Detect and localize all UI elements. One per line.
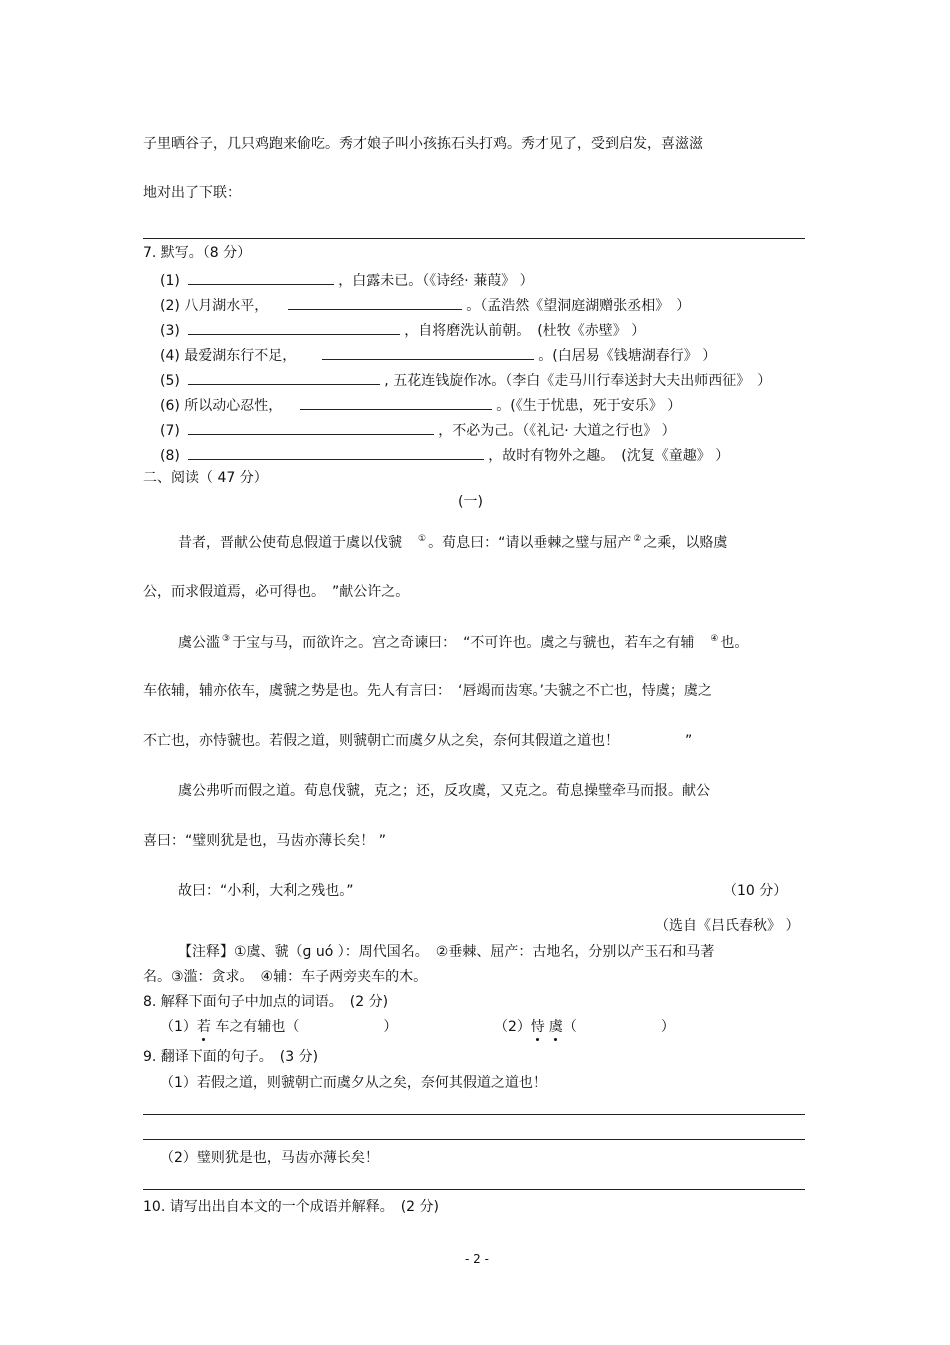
- item-number: (1): [160, 273, 180, 289]
- passage-line: 车依辅，辅亦依车，虞虢之势是也。先人有言曰： ‘唇竭而齿寒。’夫虢之不亡也，恃虞；虞之: [143, 683, 712, 699]
- fill-blank[interactable]: [288, 297, 462, 310]
- item-number: (6): [160, 398, 180, 414]
- fill-blank[interactable]: [188, 447, 484, 460]
- item-text: 所以动心忍性，: [184, 398, 283, 414]
- answer-line: [143, 238, 805, 239]
- page-number: - 2 -: [465, 1252, 489, 1266]
- source: （选自《吕氏春秋》 ）: [655, 918, 800, 934]
- q7-item-7: [160, 422, 676, 438]
- item-number: (2): [160, 298, 180, 314]
- passage-line: 故曰：“小利，大利之残也。”: [178, 883, 354, 899]
- passage-line: 昔者，晋献公使荀息假道于虞以伐虢 ① 。荀息曰：“请以垂棘之璧与屈产 ② 之乘，以赂虞: [178, 534, 728, 551]
- item-number: (5): [160, 373, 180, 389]
- note-line: 名。③滥：贪求。 ④辅：车子两旁夹车的木。: [143, 969, 428, 985]
- item-text: 。(《生于忧患，死于安乐》 ）: [496, 398, 682, 414]
- q7-item-8: [160, 447, 729, 463]
- answer-line: [143, 1114, 805, 1115]
- q9-sentence-1: （1）若假之道，则虢朝亡而虞夕从之矣，奈何其假道之道也！: [160, 1075, 547, 1091]
- item-number: (3): [160, 323, 180, 339]
- score: （10 分）: [723, 883, 788, 899]
- q9-sentence-2: （2）璧则犹是也，马齿亦薄长矣！: [160, 1150, 379, 1166]
- intro-line-1: 子里晒谷子，几只鸡跑来偷吃。秀才娘子叫小孩拣石头打鸡。秀才见了，受到启发，喜滋滋: [143, 136, 703, 152]
- item-number: (4): [160, 348, 180, 364]
- passage-line: 虞公滥 ③ 于宝与马，而欲许之。宫之奇谏曰： “不可许也。虞之与虢也，若车之有辅 ④ 也。: [178, 634, 749, 651]
- q7-title: 7. 默写。（8 分）: [143, 245, 252, 261]
- item-text: 八月湖水平，: [184, 298, 269, 314]
- item-text: ，故时有物外之趣。 (沈复《童趣》 ）: [488, 448, 730, 464]
- item-text: ，白露未已。（《诗经· 蒹葭》 ）: [338, 273, 534, 289]
- answer-line: [143, 1139, 805, 1140]
- item-text: ，不必为己。（《礼记· 大道之行也》 ）: [438, 423, 676, 439]
- q7-item-4: [160, 347, 716, 363]
- item-number: (8): [160, 448, 180, 464]
- passage-line: 喜曰：“璧则犹是也，马齿亦薄长矣！ ”: [143, 833, 386, 849]
- fill-blank[interactable]: [322, 347, 534, 360]
- q8-sub-2: （2）恃 虞（ ）: [494, 1019, 675, 1035]
- q7-item-3: [160, 322, 645, 338]
- q8-title: 8. 解释下面句子中加点的词语。 (2 分): [143, 994, 389, 1010]
- fill-blank[interactable]: [188, 422, 434, 435]
- passage-line: 公，而求假道焉，必可得也。 ”献公许之。: [143, 584, 410, 600]
- q7-item-6: [160, 397, 681, 413]
- item-text: 最爱湖东行不足，: [184, 348, 297, 364]
- intro-line-2: 地对出了下联：: [143, 185, 241, 201]
- answer-line: [143, 1189, 805, 1190]
- note-line: 【注释】①虞、虢（ɡ uó ）：周代国名。 ②垂棘、屈产：古地名，分别以产玉石和马著: [178, 944, 715, 960]
- fill-blank[interactable]: [188, 272, 334, 285]
- fill-blank[interactable]: [300, 397, 492, 410]
- q10-title: 10. 请写出出自本文的一个成语并解释。 (2 分): [143, 1199, 439, 1215]
- q9-title: 9. 翻译下面的句子。 (3 分): [143, 1049, 319, 1065]
- item-text: 。(白居易《钱塘湖春行》 ）: [538, 348, 717, 364]
- item-text: ，自将磨洗认前朝。 (杜牧《赤壁》 ）: [404, 323, 646, 339]
- q7-item-5: [160, 372, 771, 388]
- q7-item-1: [160, 272, 534, 288]
- passage-line: 虞公弗听而假之道。荀息伐虢，克之；还，反攻虞，又克之。荀息操璧牵马而报。献公: [178, 783, 710, 799]
- section-title: 二、阅读（ 47 分）: [143, 470, 268, 486]
- q7-item-2: [160, 297, 690, 313]
- passage-number: (一): [458, 494, 483, 510]
- fill-blank[interactable]: [188, 372, 380, 385]
- item-text: 。（孟浩然《望洞庭湖赠张丞相》 ）: [466, 298, 691, 314]
- item-text: , 五花连钱旋作冰。（李白《走马川行奉送封大夫出师西征》 ）: [384, 373, 772, 389]
- q8-sub-1: （1）若 车之有辅也（ ）: [160, 1019, 398, 1035]
- passage-line: 不亡也，亦恃虢也。若假之道，则虢朝亡而虞夕从之矣，奈何其假道之道也！ ”: [143, 733, 693, 749]
- item-number: (7): [160, 423, 180, 439]
- fill-blank[interactable]: [188, 322, 400, 335]
